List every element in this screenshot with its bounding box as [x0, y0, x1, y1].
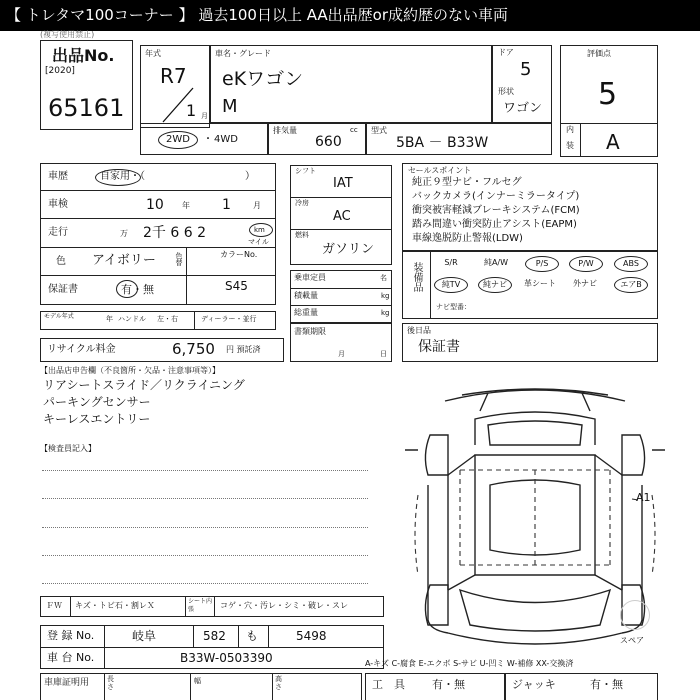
- post-value: 保証書: [418, 339, 460, 355]
- jack-value: 有・無: [590, 678, 623, 691]
- jack-label: ジャッキ: [512, 678, 556, 691]
- mileage-unit-mile: マイル: [248, 238, 269, 246]
- mileage-value: 2千 6 6 2: [143, 225, 206, 241]
- equip-aw: 純A/W: [483, 258, 509, 267]
- drive-2wd: 2WD: [166, 134, 190, 145]
- expiry-month: 月: [338, 350, 345, 358]
- inspector-label: 【検査員記入】: [40, 444, 96, 453]
- fw-label: ＦＷ: [46, 601, 62, 610]
- score-label: 評価点: [587, 49, 611, 58]
- model-year-unit: 年: [106, 315, 113, 323]
- handle-value: 左・右: [157, 315, 178, 323]
- color-no: S45: [225, 279, 248, 293]
- handle-label: ハンドル: [118, 315, 146, 323]
- banner-text: 【 トレタマ100コーナー 】 過去100日以上 AA出品歴or成約歴のない車両: [6, 6, 509, 24]
- navi-label: ナビ型番：: [436, 303, 471, 311]
- equipment-label: 装備品: [411, 262, 422, 292]
- era: R7: [160, 64, 187, 88]
- dealer-label: ディーラー・並行: [201, 315, 257, 323]
- recycle-label: リサイクル料金: [47, 344, 116, 355]
- interior-label-2: 装: [566, 141, 574, 150]
- spare-label: スペア: [620, 636, 644, 645]
- lot-number: 65161: [48, 94, 125, 122]
- capacity-unit: 名: [380, 274, 387, 282]
- color-value: アイボリー: [92, 253, 156, 268]
- equip-tv: 純TV: [434, 277, 468, 293]
- dim-height: 高さ: [275, 675, 282, 691]
- body-label: 形状: [498, 87, 514, 96]
- dim-length: 長さ: [107, 675, 114, 691]
- doors: 5: [520, 59, 532, 80]
- weight-unit: kg: [381, 309, 390, 317]
- equip-navi: 純ナビ: [478, 277, 512, 293]
- mileage-label: 走行: [48, 227, 68, 238]
- equip-leather: 革シート: [524, 279, 556, 288]
- warranty-value: 有・無: [121, 283, 154, 296]
- warranty-label: 保証書: [48, 284, 78, 295]
- spare-tire-icon: [620, 600, 650, 630]
- car-name: eKワゴン: [222, 68, 304, 90]
- inspection-month: 1: [222, 197, 231, 213]
- seller-line: リアシートスライド／リクライニング: [43, 378, 245, 392]
- inspection-month-unit: 月: [253, 201, 261, 210]
- diagram-note: A1: [636, 491, 651, 504]
- inspector-line: [42, 498, 368, 499]
- equip-ps: P/S: [525, 256, 559, 272]
- month: 1: [186, 101, 197, 120]
- inspection-year: 10: [146, 197, 164, 213]
- post-label: 後日品: [407, 326, 431, 335]
- equip-airbag: エアB: [614, 277, 648, 293]
- color-no-label: カラーNo.: [220, 250, 258, 259]
- mileage-man: 万: [120, 229, 128, 238]
- registration-area: 岐阜: [132, 629, 157, 643]
- model-year-label: モデル年式: [44, 313, 74, 320]
- load-unit: kg: [381, 292, 390, 300]
- sales-point: 車線逸脱防止警報(LDW): [412, 233, 523, 244]
- tools-value: 有・無: [432, 678, 465, 691]
- equip-pw: P/W: [569, 256, 603, 272]
- top-note: (複写使用禁止): [40, 30, 95, 39]
- seat-text: コゲ・穴・汚レ・シミ・破レ・スレ: [220, 601, 348, 610]
- load-label: 積載量: [294, 291, 318, 300]
- displacement-unit: cc: [350, 126, 358, 134]
- displacement-label: 排気量: [273, 126, 297, 135]
- weight-label: 総重量: [294, 308, 318, 317]
- damage-legend: A-キズ C-腐食 E-エクボ S-サビ U-凹ミ W-補修 XX-交換済: [365, 659, 574, 668]
- shift-label: シフト: [295, 167, 316, 175]
- inspector-line: [42, 527, 368, 528]
- recycle-unit: 円 預託済: [226, 345, 261, 354]
- fw-text: キズ・トビ石・割レＸ: [75, 601, 155, 610]
- sales-label: セールスポイント: [408, 166, 472, 175]
- inspection-label: 車検: [48, 199, 68, 210]
- inspector-line: [42, 583, 368, 584]
- interior-label-1: 内: [566, 125, 574, 134]
- registration-label: 登 録 No.: [47, 629, 95, 642]
- sales-point: 衝突被害軽減ブレーキシステム(FCM): [412, 205, 580, 216]
- registration-number: 5498: [296, 629, 327, 643]
- inspector-line: [42, 470, 368, 471]
- ac-label: 冷房: [295, 199, 309, 207]
- model-label: 車名・グレード: [215, 49, 271, 58]
- recycle-value: 6,750: [172, 340, 215, 358]
- tools-label: 工 具: [372, 678, 405, 691]
- expiry-label: 書類期限: [294, 327, 326, 336]
- fuel-label: 燃料: [295, 231, 309, 239]
- displacement: 660: [315, 134, 342, 150]
- sales-point: 純正９型ナビ・フルセグ: [412, 177, 522, 188]
- year-tag: [2020]: [45, 66, 75, 76]
- seller-label: 【出品店申告欄（不良箇所・欠品・注意事項等）】: [40, 366, 220, 375]
- inspection-year-unit: 年: [182, 201, 190, 210]
- drive-4wd: 4WD: [214, 134, 238, 145]
- registration-kana: も: [246, 629, 259, 643]
- inspector-line: [42, 555, 368, 556]
- lot-label: 出品No.: [52, 46, 115, 65]
- interior-grade: A: [606, 130, 620, 154]
- month-unit: 月: [201, 112, 208, 120]
- doors-label: ドア: [498, 48, 514, 57]
- color-label: 色: [56, 256, 66, 267]
- history-label: 車歴: [48, 171, 68, 182]
- dim-width: 幅: [194, 677, 201, 685]
- capacity-label: 乗車定員: [294, 273, 326, 282]
- fuel-value: ガソリン: [322, 242, 375, 257]
- registration-class: 582: [203, 629, 226, 643]
- color-change: 色替: [175, 252, 183, 266]
- equip-sr: S/R: [444, 258, 458, 267]
- sales-point: バックカメラ(インナーミラータイプ): [412, 191, 580, 202]
- shift-value: IAT: [333, 176, 353, 191]
- mileage-unit-km: km: [254, 226, 265, 234]
- chassis-label: 車 台 No.: [47, 651, 95, 664]
- equip-abs: ABS: [614, 256, 648, 272]
- grade: M: [222, 96, 238, 117]
- seller-line: パーキングセンサー: [43, 395, 151, 409]
- seat-label: シート内張: [188, 598, 213, 613]
- chassis-number: B33W-0503390: [180, 651, 273, 665]
- type-code: 5BA － B33W: [396, 135, 489, 151]
- sales-point: 踏み間違い衝突防止アシスト(EAPM): [412, 219, 577, 230]
- ac-value: AC: [333, 209, 351, 224]
- history-value: 自家用・（ ）: [100, 171, 255, 182]
- equip-ext-navi: 外ナビ: [573, 279, 597, 288]
- year-label: 年式: [145, 49, 161, 58]
- seller-line: キーレスエントリー: [43, 412, 151, 426]
- expiry-day: 日: [380, 350, 387, 358]
- type-label: 型式: [371, 126, 387, 135]
- score: 5: [598, 77, 618, 112]
- certificate-label: 車庫証明用: [44, 678, 90, 688]
- body-type: ワゴン: [503, 101, 543, 116]
